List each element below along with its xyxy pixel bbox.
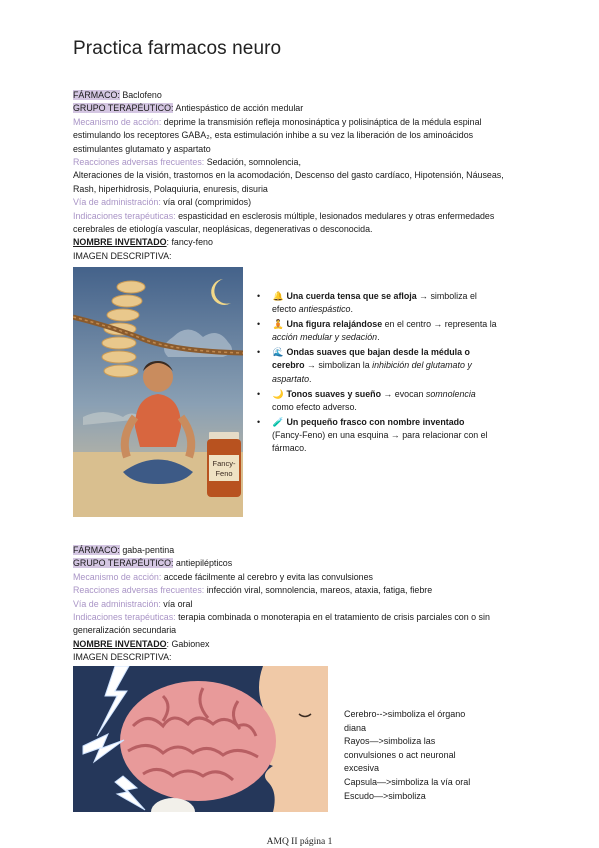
moon-icon: 🌙: [272, 388, 284, 399]
note-item: Cerebro-->simboliza el órgano diana: [344, 709, 466, 733]
list-item: [257, 416, 497, 456]
grupo-label: GRUPO TERAPÉUTICO:: [73, 558, 174, 569]
drug1-imagen-label: IMAGEN DESCRIPTIVA:: [73, 250, 172, 261]
bullet-icon: •: [257, 416, 261, 427]
bullet-text-end: .: [350, 304, 353, 315]
mecanismo-label: Mecanismo de acción:: [73, 571, 162, 582]
note-item: Escudo—>simboliza: [344, 790, 426, 801]
test-tube-icon: 🧪: [272, 416, 284, 427]
nombre-label: NOMBRE INVENTADO: [73, 237, 167, 248]
symbol-notes: [344, 708, 484, 803]
drug2-reacciones-line: [73, 584, 523, 597]
nombre-label: NOMBRE INVENTADO: [73, 638, 167, 649]
drug1-farmaco-line: [73, 89, 523, 102]
bullet-icon: •: [257, 388, 261, 399]
bullet-italic: acción medular y sedación: [272, 332, 378, 343]
bullet-bold: Ondas suaves que bajan desde la médula o cerebro: [272, 347, 470, 371]
nombre-value: : fancy-feno: [166, 237, 213, 248]
bullet-bold: Una cuerda tensa que se afloja: [286, 291, 417, 301]
via-label: Vía de administración:: [73, 598, 161, 609]
drug2-indicaciones-line: [73, 611, 523, 638]
list-item: [257, 346, 497, 386]
bullet-bold: Una figura relajándose: [286, 319, 383, 330]
bullet-text-end: como efecto adverso.: [272, 401, 357, 412]
mecanismo-value: accede fácilmente al cerebro y evita las convulsiones: [163, 571, 373, 582]
indicaciones-label: Indicaciones terapéuticas:: [73, 210, 176, 221]
list-item: [257, 318, 497, 345]
drug1-mecanismo-line: [73, 116, 523, 156]
nombre-value: : Gabionex: [166, 638, 210, 649]
indicaciones-value: espasticidad en esclerosis múltiple, lesionados medulares y otras enfermedades cerebrales de etiología vascular, neoplásicas, degenerativas o desconocida.: [73, 210, 495, 235]
grupo-value: antiepilépticos: [175, 558, 233, 569]
drug1-section: [73, 89, 523, 263]
bullet-bold: Un pequeño frasco con nombre inventado: [286, 416, 465, 427]
drug1-via-line: [73, 196, 523, 209]
bullet-italic: inhibición del glutamato y aspartato: [272, 360, 472, 384]
via-value: vía oral: [163, 598, 193, 609]
bottle-label-2: Feno: [215, 469, 233, 478]
note-item: Capsula—>simboliza la vía oral: [344, 776, 471, 787]
meditation-icon: 🧘: [272, 319, 284, 330]
drug2-imagen-label: IMAGEN DESCRIPTIVA:: [73, 652, 172, 663]
via-label: Vía de administración:: [73, 197, 161, 208]
reacciones-value: infección viral, somnolencia, mareos, ataxia, fatiga, fiebre: [206, 585, 433, 596]
drug1-reacciones-line: [73, 156, 523, 169]
bullet-italic: somnolencia: [425, 388, 476, 399]
drug1-nombre-line: [73, 236, 523, 249]
bullet-icon: •: [257, 319, 261, 330]
indicaciones-label: Indicaciones terapéuticas:: [73, 612, 176, 623]
bell-icon: 🔔: [272, 291, 284, 301]
farmaco-value: Baclofeno: [122, 90, 162, 100]
farmaco-value: gaba-pentina: [122, 545, 175, 555]
note-item: Rayos—>simboliza las convulsiones o act neuronal excesiva: [344, 736, 456, 774]
grupo-value: Antiespástico de acción medular: [175, 103, 304, 114]
bullet-text: → simbolizan la: [304, 360, 373, 371]
reacciones-label: Reacciones adversas frecuentes:: [73, 157, 205, 168]
via-value: vía oral (comprimidos): [163, 197, 252, 208]
indicaciones-value: terapia combinada o monoterapia en el tratamiento de crisis parciales con o sin generalización secundaria: [73, 612, 490, 636]
brain-scene: [73, 666, 328, 812]
bullet-text: → evocan: [381, 388, 426, 399]
bottle-label-1: Fancy-: [212, 459, 236, 468]
symbol-list: [257, 290, 497, 457]
meditation-scene: [73, 267, 243, 517]
farmaco-label: FÁRMACO:: [73, 545, 120, 555]
wave-icon: 🌊: [272, 347, 284, 358]
bullet-icon: •: [257, 291, 261, 301]
bullet-text-end: .: [377, 332, 380, 343]
bullet-text: en el centro → representa la: [382, 319, 497, 330]
drug1-reacciones-more: Alteraciones de la visión, trastornos en la acomodación, Descenso del gasto cardíaco, Hipotensión, Náuseas, Rash, hiperhidrosis, Polaquiuria, enuresis, disuria: [73, 170, 504, 194]
grupo-label: GRUPO TERAPÉUTICO:: [73, 103, 174, 114]
mecanismo-value: deprime la transmisión refleja monosináptica y polisináptica de la médula espinal estimulando los receptores GABA₂, esta estimulación inhibe a su vez la liberación de los aminoácidos estimulantes glutamato y aspartato: [73, 116, 482, 154]
bullet-text: (Fancy-Feno) en una esquina → para relacionar con el fármaco.: [272, 429, 488, 454]
drug2-grupo-line: [73, 557, 523, 570]
drug1-indicaciones-line: [73, 210, 523, 237]
drug2-mecanismo-line: [73, 571, 523, 584]
drug2-farmaco-line: [73, 544, 523, 557]
page-footer: AMQ II página 1: [266, 837, 333, 847]
list-item: [257, 388, 497, 415]
bullet-bold: Tonos suaves y sueño: [286, 388, 381, 399]
drug2-via-line: [73, 598, 523, 611]
bullet-text: → simboliza el efecto: [272, 291, 477, 315]
drug1-grupo-line: [73, 102, 523, 115]
bullet-text-end: .: [309, 373, 312, 384]
drug2-nombre-line: [73, 638, 523, 651]
page-title: Practica farmacos neuro: [73, 38, 282, 59]
farmaco-label: FÁRMACO:: [73, 90, 120, 100]
gabapentin-illustration: [73, 666, 328, 812]
brain-icon: [120, 681, 276, 801]
drug2-section: [73, 544, 523, 665]
list-item: [257, 290, 497, 317]
reacciones-value: Sedación, somnolencia,: [206, 157, 301, 168]
reacciones-label: Reacciones adversas frecuentes:: [73, 585, 205, 596]
mecanismo-label: Mecanismo de acción:: [73, 116, 162, 127]
baclofen-illustration: [73, 267, 243, 517]
bullet-italic: antiespástico: [298, 304, 351, 315]
bullet-icon: •: [257, 347, 261, 358]
